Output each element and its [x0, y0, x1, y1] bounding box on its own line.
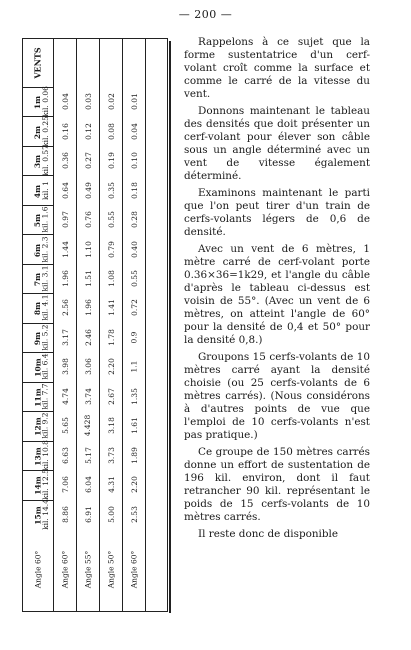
table-cell: 7.06: [60, 476, 70, 494]
table-cell: 0.36: [60, 152, 70, 169]
table-cell: kil. 7.7: [41, 383, 51, 410]
table-cell: kil. 0.57: [41, 145, 50, 177]
table-cell: 6.91: [83, 505, 93, 523]
table-cell: 4.74: [60, 388, 70, 405]
table-cell: 0.49: [83, 181, 93, 199]
column-header: 12m: [23, 411, 53, 441]
table-row: [123, 39, 146, 611]
table-cell: 0.10: [129, 152, 139, 169]
paragraph: Examinons maintenant le parti que l'on peut tirer d'un train de cerfs-volants légers de 0,6 de densité.: [184, 187, 370, 238]
column-header: 2m: [23, 116, 53, 146]
table-cell: 0.04: [60, 93, 70, 111]
column-header: 11m: [23, 382, 53, 412]
table-cell: 0.55: [106, 211, 116, 228]
table-cell: 1.96: [60, 270, 70, 287]
table-cell: 6.04: [83, 476, 93, 494]
paragraph: Donnons maintenant le tableau des densités que doit présenter un cerf-volant pour élever son câble sous un angle déterminé avec un vent de vitesse également déterminé.: [184, 105, 370, 182]
table-cell: 5.17: [83, 446, 93, 464]
table-cell: 1.08: [106, 270, 116, 287]
density-table: [22, 38, 168, 612]
page-number: — 200 —: [178, 8, 233, 21]
table-cell: 0.08: [106, 122, 116, 140]
table-cell: 0.04: [129, 122, 139, 140]
paragraph: Rappelons à ce sujet que la forme sustentatrice d'un cerf-volant croît comme la surface et comme le carré de la vitesse du vent.: [184, 36, 370, 100]
column-header: 14m: [23, 470, 53, 500]
table-row: [100, 39, 123, 611]
column-header: 8m: [23, 293, 53, 323]
row-label: Angle 60°: [33, 550, 43, 588]
table-cell: 2.20: [129, 476, 139, 494]
table-cell: 3.06: [83, 358, 93, 376]
column-header: 4m: [23, 175, 53, 205]
table-cell: 0.55: [129, 270, 139, 287]
column-header: 10m: [23, 352, 53, 382]
table-cell: 4.428: [83, 415, 93, 437]
column-header: 7m: [23, 264, 53, 294]
table-cell: kil. 14.4: [41, 498, 50, 530]
table-cell: 0.02: [106, 93, 116, 111]
table-cell: 0.40: [129, 240, 139, 258]
table-cell: 0.76: [83, 211, 93, 228]
table-cell: 6.63: [60, 446, 70, 464]
table-cell: 2.46: [83, 329, 93, 346]
table-cell: 3.18: [106, 417, 116, 435]
table-row: [54, 39, 77, 611]
table-cell: 1.78: [106, 329, 116, 346]
column-header: 9m: [23, 323, 53, 353]
column-header: 3m: [23, 146, 53, 176]
table-cell: 3.98: [60, 358, 70, 376]
table-cell: kil. 9.2: [41, 412, 51, 439]
table-cell: 1.89: [129, 446, 139, 464]
table-cell: 2.53: [129, 505, 139, 523]
table-cell: kil. 3.1: [41, 265, 51, 292]
table-cell: kil. 1.6: [41, 206, 51, 233]
table-cell: kil. 4.1: [41, 294, 51, 322]
body-text: [184, 36, 370, 545]
table-cell: 3.73: [106, 446, 116, 464]
table-cell: 0.79: [106, 240, 116, 258]
table-cell: 1.10: [83, 240, 93, 258]
table-cell: 0.97: [60, 211, 70, 228]
table-cell: 5.00: [106, 505, 116, 523]
table-cell: 0.9: [129, 331, 139, 344]
table-cell: 2.56: [60, 299, 70, 317]
paragraph: Il reste donc de disponible: [198, 528, 338, 540]
table-cell: 1.1: [129, 360, 139, 373]
table-cell: kil. 1: [41, 180, 51, 200]
row-label: Angle 60°: [60, 550, 70, 588]
row-label: Angle 60°: [129, 550, 139, 588]
column-header: 5m: [23, 205, 53, 235]
table-cell: kil. 0.06: [41, 86, 50, 118]
table-label-column: [23, 39, 54, 611]
table-cell: kil. 5.2: [41, 324, 51, 351]
paragraph: Groupons 15 cerfs-volants de 10 mètres carré ayant la densité choisie (ou 25 cerfs-volants de 6 mètres carrés). (Nous considérons à d'autres points de vue que l'emploi de 10 cerfs-volants n'est pas pratique.): [184, 351, 370, 441]
paragraph: Ce groupe de 150 mètres carrés donne un effort de sustentation de 196 kil. environ, dont il faut retrancher 90 kil. représentant le poids de 15 cerfs-volants de 10 mètres carrés.: [184, 446, 370, 523]
table-cell: 1.51: [83, 270, 93, 287]
table-cell: 0.64: [60, 181, 70, 199]
table-cell: 0.18: [129, 181, 139, 199]
table-cell: 0.35: [106, 181, 116, 199]
table-cell: 1.35: [129, 388, 139, 405]
table-cell: 0.01: [129, 93, 139, 111]
table-cell: 0.12: [83, 122, 93, 140]
table-cell: 4.31: [106, 476, 116, 494]
table-cell: 8.86: [60, 505, 70, 523]
column-header: 13m: [23, 441, 53, 471]
column-header: 6m: [23, 234, 53, 264]
table-cell: 1.44: [60, 240, 70, 258]
table-cell: 3.17: [60, 329, 70, 346]
row-label: Angle 55°: [83, 550, 93, 588]
table-cell: 2.67: [106, 388, 116, 405]
table-header-vents: VENTS: [23, 39, 53, 88]
table-cell: 1.41: [106, 299, 116, 317]
table-cell: kil. 0.25: [41, 115, 50, 147]
table-row: [77, 39, 100, 611]
table-cell: 0.16: [60, 122, 70, 140]
table-cell: 2.20: [106, 358, 116, 376]
table-cell: 0.03: [83, 93, 93, 111]
table-cell: 1.96: [83, 299, 93, 317]
table-cell: kil. 12.5: [41, 469, 50, 501]
table-cell: 3.74: [83, 388, 93, 405]
row-label: Angle 50°: [106, 550, 116, 588]
table-cell: 1.61: [129, 417, 139, 435]
column-header: 15m: [23, 500, 53, 530]
table-cell: kil. 2.3: [41, 236, 51, 263]
column-header: 1m: [23, 87, 53, 117]
table-cell: 5.65: [60, 417, 70, 435]
paragraph: Avec un vent de 6 mètres, 1 mètre carré de cerf-volant porte 0.36×36=1k29, et l'angle du câble d'après le tableau ci-dessus est voisin de 55°. (Avec un vent de 6 mètres, on atteint l'angle de 60° pour la densité de 0,4 et 50° pour la densité 0,8.): [184, 243, 370, 346]
table-cell: 0.72: [129, 299, 139, 317]
table-cell: 0.19: [106, 152, 116, 169]
table-cell: kil. 10.8: [41, 439, 50, 471]
table-cell: 0.28: [129, 211, 139, 228]
table-cell: kil. 6.4: [41, 353, 51, 380]
table-cell: 0.27: [83, 152, 93, 169]
